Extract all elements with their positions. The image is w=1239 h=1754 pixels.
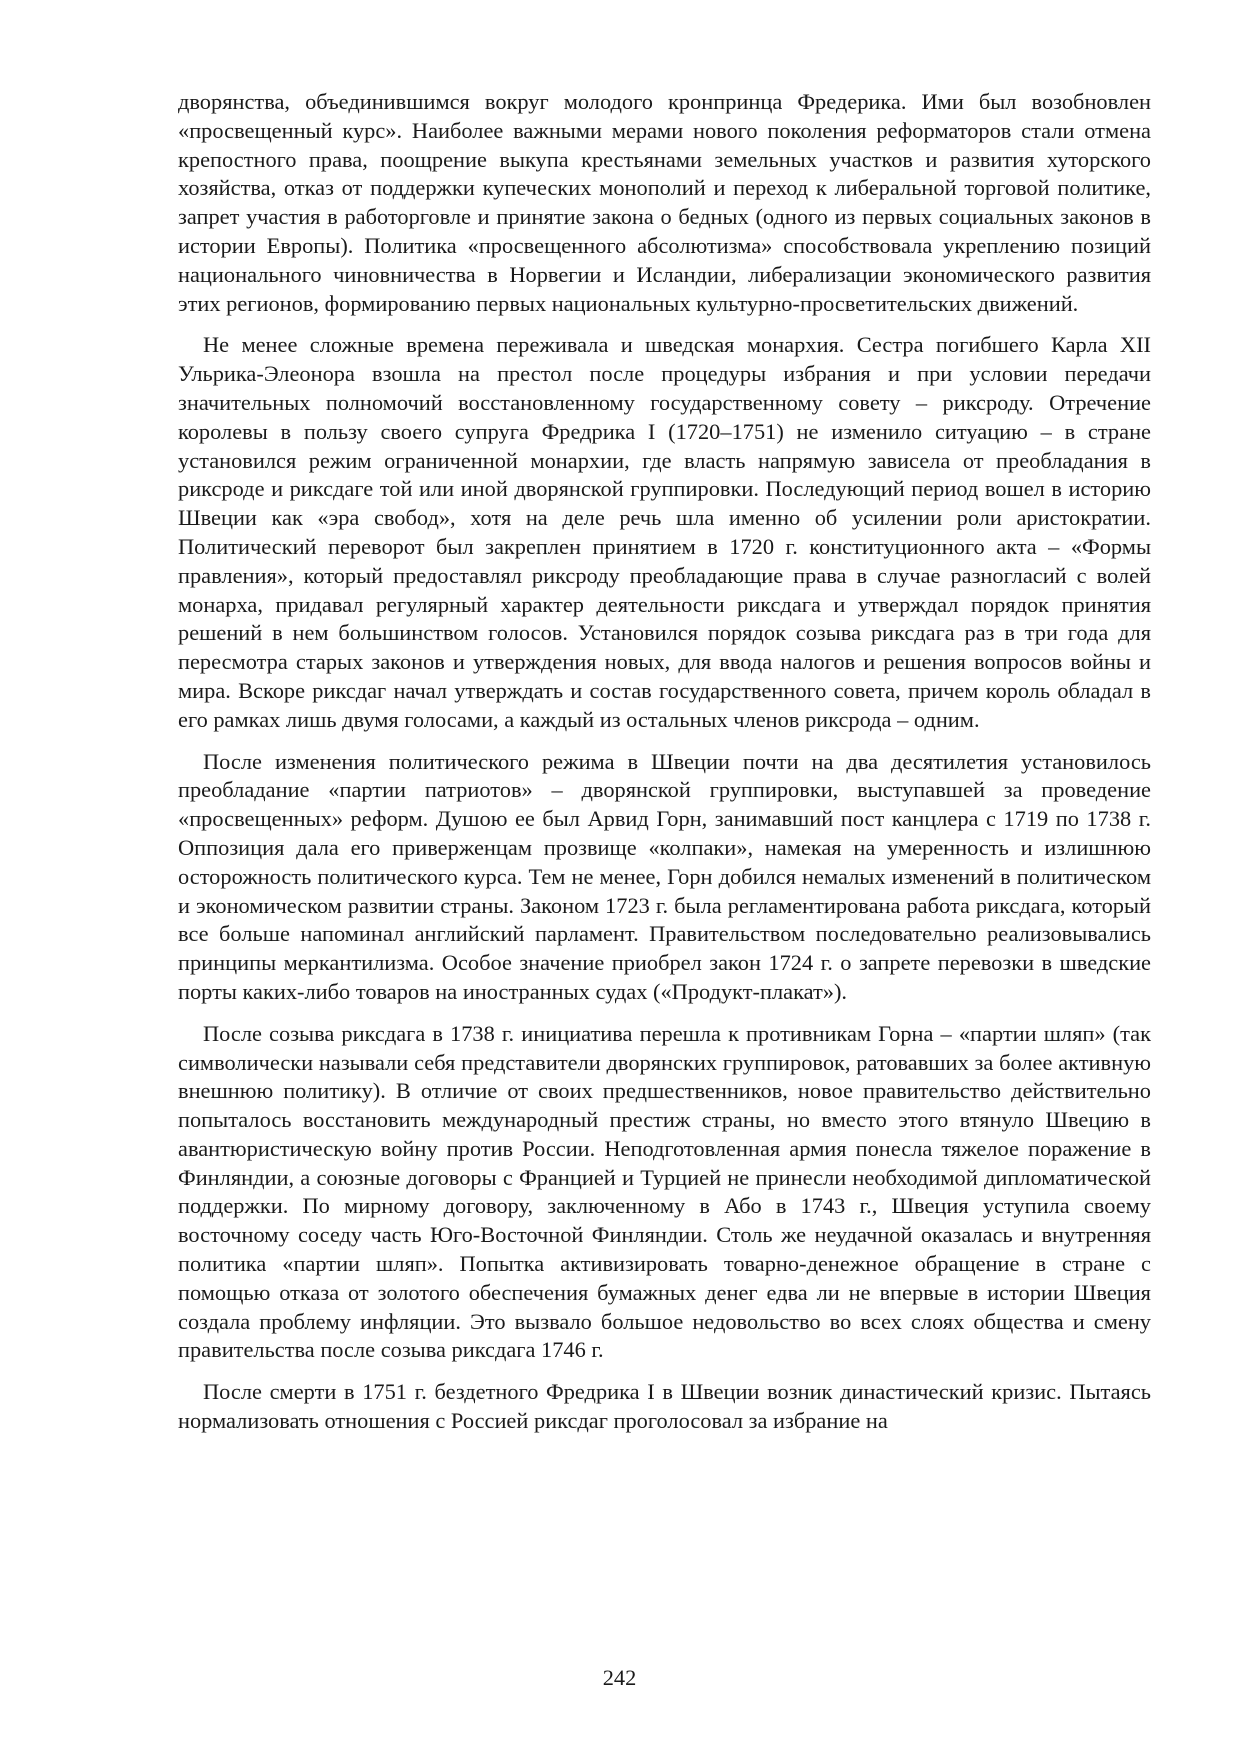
paragraph-4: После созыва риксдага в 1738 г. инициатива перешла к противникам Горна – «партии шляп» (так символически называли себя представители дворянских группировок, ратовавших за более активную внешнюю политику). В отличие от своих предшественников, новое правительство действительно попыталось восстановить международный престиж страны, но вместо этого втянуло Швецию в авантюристическую войну против России. Неподготовленная армия понесла тяжелое поражение в Финляндии, а союзные договоры с Францией и Турцией не принесли необходимой дипломатической поддержки. По мирному договору, заключенному в Або в 1743 г., Швеция уступила своему восточному соседу часть Юго-Восточной Финляндии. Столь же неудачной оказалась и внутренняя политика «партии шляп». Попытка активизировать товарно-денежное обращение в стране с помощью отказа от золотого обеспечения бумажных денег едва ли не впервые в истории Швеция создала проблему инфляции. Это вызвало большое недовольство во всех слоях общества и смену правительства после созыва риксдага 1746 г. — [178, 1020, 1151, 1363]
paragraph-1: дворянства, объединившимся вокруг молодого кронпринца Фредерика. Ими был возобновлен «просвещенный курс». Наиболее важными мерами нового поколения реформаторов стали отмена крепостного права, поощрение выкупа крестьянами земельных участков и развития хуторского хозяйства, отказ от поддержки купеческих монополий и переход к либеральной торговой политике, запрет участия в работорговле и принятие закона о бедных (одного из первых социальных законов в истории Европы). Политика «просвещенного абсолютизма» способствовала укреплению позиций национального чиновничества в Норвегии и Исландии, либерализации экономического развития этих регионов, формированию первых национальных культурно-просветительских движений. — [178, 89, 1151, 316]
page-body — [178, 88, 1151, 1449]
paragraph-2: Не менее сложные времена переживала и шведская монархия. Сестра погибшего Карла XII Ульрика-Элеонора взошла на престол после процедуры избрания и при условии передачи значительных полномочий восстановленному государственному совету – риксроду. Отречение королевы в пользу своего супруга Фредрика I (1720–1751) не изменило ситуацию – в стране установился режим ограниченной монархии, где власть напрямую зависела от преобладания в риксроде и риксдаге той или иной дворянской группировки. Последующий период вошел в историю Швеции как «эра свобод», хотя на деле речь шла именно об усилении роли аристократии. Политический переворот был закреплен принятием в 1720 г. конституционного акта – «Формы правления», который предоставлял риксроду преобладающие права в случае разногласий с волей монарха, придавал регулярный характер деятельности риксдага и утверждал порядок принятия решений в нем большинством голосов. Установился порядок созыва риксдага раз в три года для пересмотра старых законов и утверждения новых, для ввода налогов и решения вопросов войны и мира. Вскоре риксдаг начал утверждать и состав государственного совета, причем король обладал в его рамках лишь двумя голосами, а каждый из остальных членов риксрода – одним. — [178, 332, 1151, 732]
paragraph-3: После изменения политического режима в Швеции почти на два десятилетия установилось преобладание «партии патриотов» – дворянской группировки, выступавшей за проведение «просвещенных» реформ. Душою ее был Арвид Горн, занимавший пост канцлера с 1719 по 1738 г. Оппозиция дала его приверженцам прозвище «колпаки», намекая на умеренность и излишнюю осторожность политического курса. Тем не менее, Горн добился немалых изменений в политическом и экономическом развитии страны. Законом 1723 г. была регламентирована работа риксдага, который все больше напоминал английский парламент. Правительством последовательно реализовывались принципы меркантилизма. Особое значение приобрел закон 1724 г. о запрете перевозки в шведские порты каких-либо товаров на иностранных судах («Продукт-плакат»). — [178, 748, 1151, 1004]
paragraph-5: После смерти в 1751 г. бездетного Фредрика I в Швеции возник династический кризис. Пытаясь нормализовать отношения с Россией риксдаг проголосовал за избрание на — [178, 1379, 1151, 1434]
page-number: 242 — [602, 1665, 637, 1690]
